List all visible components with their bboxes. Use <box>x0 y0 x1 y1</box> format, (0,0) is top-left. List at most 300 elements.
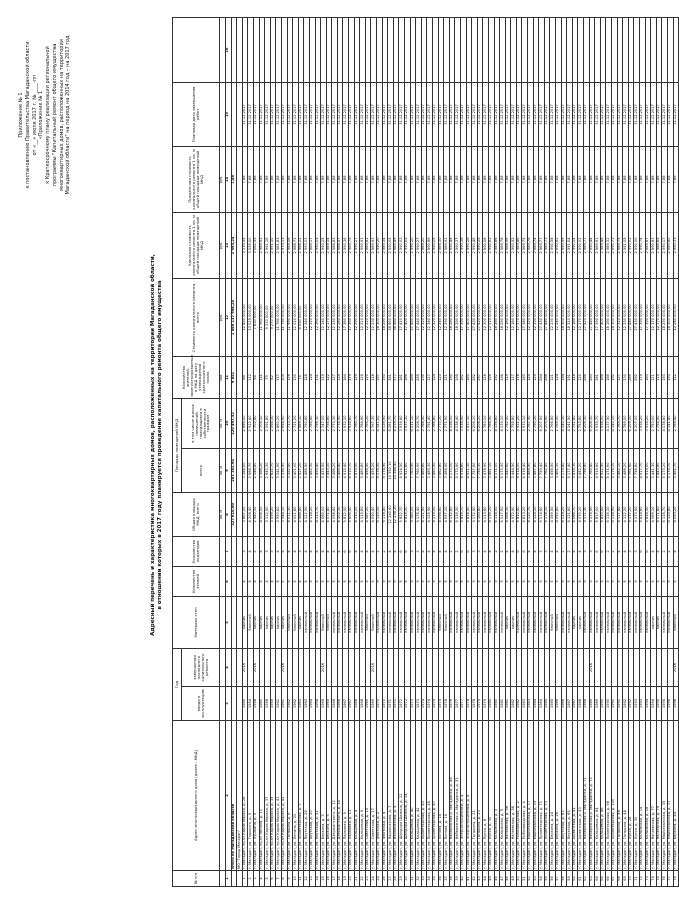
residents-cell: 128 <box>304 356 310 398</box>
address-cell: г. Магадан, ул. Гагарина, д. 21 <box>472 721 478 871</box>
row-number: 31 <box>410 871 416 887</box>
limit-cost-cell: 7,88 <box>595 146 601 212</box>
header-unit-cost: Удельная стоимость капитального ремонта 1 кв. м общей площади помещений МКД <box>173 212 220 278</box>
limit-cost-cell: 7,88 <box>371 146 377 212</box>
address-cell: г. Магадан, ул. Якутская, д. 63 <box>561 721 567 871</box>
entrances-cell: 3 <box>539 536 545 566</box>
floors-cell: 9 <box>606 566 612 596</box>
year-built-cell: 1962 <box>293 687 299 721</box>
address-cell: г. Магадан, ул. Марчеканская, д. 17 <box>528 721 534 871</box>
unit-cost-cell: 2 990,91 <box>360 212 366 278</box>
total-residents: 9 851 <box>231 356 237 398</box>
limit-cost-cell: 7,88 <box>606 146 612 212</box>
year-repair-cell: 2016 <box>321 648 327 686</box>
unit-cost-cell: 2 990,02 <box>578 212 584 278</box>
entrances-cell: 4 <box>259 536 265 566</box>
unit-cost-cell: 2 990,20 <box>377 212 383 278</box>
entrances-cell: 2 <box>382 536 388 566</box>
cost-cell: 18 310 000,00 <box>567 278 573 356</box>
total-area-cell: 4 102,30 <box>337 492 343 536</box>
unit-cost-cell: 2 989,78 <box>500 212 506 278</box>
row-number: 30 <box>405 871 411 887</box>
floors-cell: 9 <box>472 566 478 596</box>
entrances-cell: 3 <box>298 536 304 566</box>
limit-cost-cell: 7,88 <box>584 146 590 212</box>
row-number: 33 <box>421 871 427 887</box>
area-all-cell: 3 464,90 <box>444 448 450 492</box>
residents-cell: 119 <box>321 356 327 398</box>
cost-cell: 17 390 000,00 <box>645 278 651 356</box>
floors-cell: 9 <box>393 566 399 596</box>
area-private-cell: 6 209,90 <box>544 398 550 448</box>
deadline-cell: 31.12.2017 <box>276 82 282 146</box>
unit-cost-cell: 2 988,96 <box>505 212 511 278</box>
year-built-cell: 1965 <box>326 687 332 721</box>
total-area-cell: 4 116,20 <box>488 492 494 536</box>
year-built-cell: 1964 <box>309 687 315 721</box>
unit-cost-cell: 2 988,22 <box>298 212 304 278</box>
entrances-cell: 4 <box>388 536 394 566</box>
residents-cell: 88 <box>242 356 248 398</box>
address-cell: г. Магадан, ул. Парковая, д. 11 <box>349 721 355 871</box>
wall-material-cell: панельный <box>606 596 612 648</box>
year-built-cell: 1986 <box>556 687 562 721</box>
deadline-cell: 31.12.2017 <box>438 82 444 146</box>
deadline-cell: 31.12.2017 <box>455 82 461 146</box>
unit-cost-cell: 2 989,80 <box>667 212 673 278</box>
floors-cell: 5 <box>444 566 450 596</box>
entrances-cell: 3 <box>242 536 248 566</box>
unit-cost-cell: 2 989,48 <box>600 212 606 278</box>
area-all-cell: 7 760,90 <box>416 448 422 492</box>
entrances-cell: 4 <box>276 536 282 566</box>
unit-cost-cell: 2 989,17 <box>309 212 315 278</box>
unit-cost-cell: 2 990,05 <box>388 212 394 278</box>
total-area-cell: 6 115,10 <box>606 492 612 536</box>
column-number: 13 <box>225 212 231 278</box>
cost-cell: 12 360 000,00 <box>315 278 321 356</box>
row-number: 2 <box>248 871 254 887</box>
floors-cell: 5 <box>354 566 360 596</box>
total-area-cell: 5 810,40 <box>516 492 522 536</box>
unit-cost-cell: 2 990,20 <box>410 212 416 278</box>
entrances-cell: 6 <box>522 536 528 566</box>
header-area-group: Площадь помещений МКД <box>173 398 182 492</box>
area-private-cell: 2 771,90 <box>444 398 450 448</box>
entrances-cell: 3 <box>410 536 416 566</box>
residents-cell: 285 <box>416 356 422 398</box>
area-private-cell: 2 786,80 <box>432 398 438 448</box>
residents-cell: 283 <box>589 356 595 398</box>
area-all-cell: 4 919,00 <box>645 448 651 492</box>
entrances-cell: 4 <box>505 536 511 566</box>
address-cell: г. Магадан, ул. Пролетарская, д. 100 <box>611 721 617 871</box>
area-all-cell: 5 176,30 <box>377 448 383 492</box>
wall-material-cell: блочный <box>550 596 556 648</box>
row-number: 52 <box>528 871 534 887</box>
wall-material-cell: блочный <box>248 596 254 648</box>
approval-line: от «__» июля 2017 г. № ____-пп <box>31 74 38 156</box>
total-area-cell: 5 817,00 <box>595 492 601 536</box>
limit-cost-cell: 7,88 <box>567 146 573 212</box>
wall-material-cell: кирпич <box>298 596 304 648</box>
row-number: 13 <box>309 871 315 887</box>
row-number: 66 <box>606 871 612 887</box>
area-private-cell: 3 937,10 <box>466 398 472 448</box>
limit-cost-cell: 7,88 <box>377 146 383 212</box>
cost-cell: 12 310 000,00 <box>360 278 366 356</box>
area-private-cell: 2 780,70 <box>354 398 360 448</box>
year-built-cell: 1972 <box>405 687 411 721</box>
row-number: 36 <box>438 871 444 887</box>
total-area-all: 281 162,94 <box>231 448 237 492</box>
address-cell: г. Магадан, ул. Пролетарская, д. 7 <box>298 721 304 871</box>
floors-cell: 9 <box>611 566 617 596</box>
deadline-cell: 31.12.2017 <box>354 82 360 146</box>
year-built-cell: 1970 <box>377 687 383 721</box>
limit-cost-cell: 7,88 <box>248 146 254 212</box>
wall-material-cell: панельный <box>466 596 472 648</box>
wall-material-cell: панельный <box>516 596 522 648</box>
cost-cell: 27 430 000,00 <box>539 278 545 356</box>
header-year: Год <box>173 648 182 720</box>
unit-cost-cell: 2 989,32 <box>606 212 612 278</box>
entrances-cell: 6 <box>595 536 601 566</box>
total-area-cell: 12 240,60 <box>388 492 394 536</box>
residents-cell: 193 <box>662 356 668 398</box>
area-all-cell: 3 487,80 <box>533 448 539 492</box>
limit-cost-cell: 7,88 <box>544 146 550 212</box>
row-number: 49 <box>511 871 517 887</box>
deadline-cell: 31.12.2017 <box>309 82 315 146</box>
entrances-cell: 2 <box>500 536 506 566</box>
year-built-cell: 1977 <box>460 687 466 721</box>
entrances-cell: 2 <box>611 536 617 566</box>
address-cell: г. Магадан, ул. Энергостроителей, д. 4 <box>460 721 466 871</box>
wall-material-cell: кирпич <box>651 596 657 648</box>
address-cell: г. Магадан, ул. Гагарина, д. 48 <box>623 721 629 871</box>
area-private-cell: 3 932,10 <box>343 398 349 448</box>
total-area-cell: 6 118,90 <box>611 492 617 536</box>
cost-cell: 12 320 000,00 <box>421 278 427 356</box>
cost-cell: 12 300 000,00 <box>483 278 489 356</box>
total-area-cell: 4 066,70 <box>572 492 578 536</box>
floors-cell: 9 <box>410 566 416 596</box>
wall-material-cell: панельный <box>377 596 383 648</box>
area-all-cell: 3 443,60 <box>656 448 662 492</box>
cost-cell: 17 390 000,00 <box>639 278 645 356</box>
total-area-cell: 4 120,70 <box>528 492 534 536</box>
row-number: 16 <box>326 871 332 887</box>
table-row <box>673 17 679 886</box>
unit-cost-cell: 2 990,33 <box>673 212 679 278</box>
floors-cell: 5 <box>617 566 623 596</box>
floors-cell: 5 <box>293 566 299 596</box>
floors-cell: 5 <box>516 566 522 596</box>
year-built-cell: 1961 <box>276 687 282 721</box>
row-number: 29 <box>399 871 405 887</box>
cost-cell: 17 400 000,00 <box>600 278 606 356</box>
unit-cost-cell: 2 990,26 <box>466 212 472 278</box>
total-area-cell: 4 071,40 <box>326 492 332 536</box>
year-repair-cell: 2016 <box>589 648 595 686</box>
unit-cost-cell: 3 095,00 <box>248 212 254 278</box>
row-number: 38 <box>449 871 455 887</box>
residents-cell: 118 <box>572 356 578 398</box>
residents-cell: 288 <box>544 356 550 398</box>
limit-cost-cell: 7,88 <box>309 146 315 212</box>
limit-cost-cell: 7,88 <box>332 146 338 212</box>
address-cell: г. Магадан, ул. Колымская, д. 5 <box>500 721 506 871</box>
area-private-cell: 3 935,20 <box>645 398 651 448</box>
total-area-cell: 6 121,60 <box>567 492 573 536</box>
unit-cost-cell: 2 989,86 <box>494 212 500 278</box>
limit-cost-cell: 7,88 <box>477 146 483 212</box>
area-private-cell: 2 789,00 <box>623 398 629 448</box>
entrances-cell: 2 <box>449 536 455 566</box>
total-area-cell: 9 176,40 <box>416 492 422 536</box>
total-area-cell: 4 069,10 <box>651 492 657 536</box>
deadline-cell: 31.12.2017 <box>253 82 259 146</box>
year-built-cell: 1989 <box>595 687 601 721</box>
column-number: 10 <box>225 398 231 448</box>
area-all-cell: 5 175,10 <box>611 448 617 492</box>
floors-cell: 9 <box>589 566 595 596</box>
limit-cost-cell: 7,88 <box>611 146 617 212</box>
year-repair-cell: 2016 <box>242 648 248 686</box>
address-cell: г. Магадан, ул. Попова, д. 16 <box>444 721 450 871</box>
deadline-cell: 31.12.2017 <box>606 82 612 146</box>
row-number: 27 <box>388 871 394 887</box>
total-area-cell: 5 815,70 <box>460 492 466 536</box>
deadline-cell: 31.12.2017 <box>337 82 343 146</box>
floors-cell: 9 <box>455 566 461 596</box>
year-built-cell: 1979 <box>477 687 483 721</box>
limit-cost-cell: 7,88 <box>405 146 411 212</box>
wall-material-cell: панельный <box>349 596 355 648</box>
total-area-cell: 4 090,40 <box>371 492 377 536</box>
year-built-cell: 1988 <box>584 687 590 721</box>
address-cell: г. Магадан, ул. Гагарина, д. 6 <box>287 721 293 871</box>
total-area-cell: 5 812,00 <box>343 492 349 536</box>
area-all-cell: 4 922,50 <box>600 448 606 492</box>
deadline-cell: 31.12.2017 <box>304 82 310 146</box>
residents-cell: 121 <box>651 356 657 398</box>
area-all-cell: 2 148,80 <box>253 448 259 492</box>
unit-cell: чел. <box>220 356 226 398</box>
wall-material-cell: панельный <box>522 596 528 648</box>
limit-cost-cell: 7,88 <box>528 146 534 212</box>
floors-cell: 5 <box>337 566 343 596</box>
wall-material-cell: панельный <box>432 596 438 648</box>
year-built-cell: 1983 <box>528 687 534 721</box>
cost-cell: 27 440 000,00 <box>628 278 634 356</box>
row-number: 34 <box>427 871 433 887</box>
total-area-cell: 6 114,00 <box>494 492 500 536</box>
area-private-cell: 8 278,70 <box>393 398 399 448</box>
unit-cost-cell: 2 990,05 <box>432 212 438 278</box>
residents-cell: 109 <box>281 356 287 398</box>
wall-material-cell: панельный <box>405 596 411 648</box>
residents-cell: 285 <box>628 356 634 398</box>
wall-material-cell: панельный <box>528 596 534 648</box>
total-area-cell: 6 118,40 <box>382 492 388 536</box>
entrances-cell: 6 <box>466 536 472 566</box>
area-private-cell: 2 790,60 <box>304 398 310 448</box>
unit-cost-cell: 2 990,58 <box>550 212 556 278</box>
cost-cell: 12 240 000,00 <box>673 278 679 356</box>
entrances-cell: 4 <box>393 536 399 566</box>
total-area-cell: 5 813,20 <box>522 492 528 536</box>
residents-cell: 129 <box>354 356 360 398</box>
deadline-cell: 31.12.2017 <box>248 82 254 146</box>
year-built-cell: 1985 <box>550 687 556 721</box>
row-number: 64 <box>595 871 601 887</box>
limit-cost-cell: 7,88 <box>298 146 304 212</box>
limit-cost-cell: 7,88 <box>511 146 517 212</box>
total-area-cell: 9 171,30 <box>584 492 590 536</box>
cost-cell: 11 960 000,00 <box>259 278 265 356</box>
row-number: 21 <box>354 871 360 887</box>
cost-cell: 12 250 000,00 <box>444 278 450 356</box>
area-all-cell: 3 444,50 <box>511 448 517 492</box>
entrances-cell: 4 <box>371 536 377 566</box>
unit-cost-cell: 2 990,25 <box>477 212 483 278</box>
floors-cell: 5 <box>399 566 405 596</box>
deadline-cell: 31.12.2017 <box>466 82 472 146</box>
unit-cost-cell: 2 989,74 <box>533 212 539 278</box>
wall-material-cell: кирпич <box>253 596 259 648</box>
residents-cell: 125 <box>528 356 534 398</box>
area-private-cell: 2 721,20 <box>293 398 299 448</box>
area-all-cell: 3 566,70 <box>248 448 254 492</box>
total-area-cell: 5 822,70 <box>399 492 405 536</box>
residents-cell: 194 <box>561 356 567 398</box>
area-all-cell: 4 914,00 <box>516 448 522 492</box>
address-cell: г. Магадан, ул. Кольцевая, д. 66 <box>600 721 606 871</box>
cost-cell: 12 310 000,00 <box>309 278 315 356</box>
year-built-cell: 1987 <box>572 687 578 721</box>
residents-cell: 185 <box>600 356 606 398</box>
area-all-cell: 3 461,30 <box>556 448 562 492</box>
cost-cell: 18 300 000,00 <box>377 278 383 356</box>
deadline-cell: 31.12.2017 <box>600 82 606 146</box>
total-area-cell: 6 112,80 <box>449 492 455 536</box>
limit-cost-cell: 7,88 <box>293 146 299 212</box>
floors-cell: 5 <box>600 566 606 596</box>
area-all-cell: 3 486,20 <box>623 448 629 492</box>
cost-cell: 11 750 000,00 <box>281 278 287 356</box>
unit-cost-cell: 2 990,86 <box>427 212 433 278</box>
area-all-cell: 10 352,10 <box>388 448 394 492</box>
floors-cell: 5 <box>371 566 377 596</box>
residents-cell: 289 <box>410 356 416 398</box>
cost-cell: 17 410 000,00 <box>399 278 405 356</box>
floors-cell: 5 <box>623 566 629 596</box>
area-all-cell: 3 388,20 <box>259 448 265 492</box>
residents-cell: 125 <box>337 356 343 398</box>
area-all-cell: 3 440,60 <box>505 448 511 492</box>
wall-material-cell: панельный <box>662 596 668 648</box>
cost-cell: 17 360 000,00 <box>349 278 355 356</box>
entrances-cell: 4 <box>248 536 254 566</box>
deadline-cell: 31.12.2017 <box>444 82 450 146</box>
total-area-cell: 9 174,60 <box>539 492 545 536</box>
residents-cell: 184 <box>343 356 349 398</box>
address-cell: г. Магадан, ул. Наровчатова, д. 7 <box>388 721 394 871</box>
unit-cell: руб. <box>220 212 226 278</box>
deadline-cell: 31.12.2017 <box>483 82 489 146</box>
area-private-cell: 4 140,10 <box>611 398 617 448</box>
total-area-cell: 6 117,50 <box>500 492 506 536</box>
entrances-cell: 4 <box>332 536 338 566</box>
area-private-cell: 2 767,30 <box>371 398 377 448</box>
total-area-cell: 9 175,90 <box>589 492 595 536</box>
entrances-cell: 3 <box>416 536 422 566</box>
header-address: Адрес многоквартирного дома (далее - МКД) <box>173 721 220 871</box>
area-all-cell: 5 173,20 <box>662 448 668 492</box>
area-private-cell: 2 784,60 <box>360 398 366 448</box>
area-all-cell: 3 459,20 <box>371 448 377 492</box>
unit-cost-cell: 2 989,92 <box>444 212 450 278</box>
approval-block <box>18 15 72 215</box>
unit-cost-cell: 2 990,05 <box>315 212 321 278</box>
header-floors: Количество этажей <box>173 566 220 596</box>
unit-cost-cell: 2 990,62 <box>556 212 562 278</box>
floors-cell: 5 <box>651 566 657 596</box>
wall-material-cell: панельный <box>500 596 506 648</box>
area-all-cell: 7 763,90 <box>410 448 416 492</box>
address-cell: г. Магадан, ул. Лукса, д. 8 <box>483 721 489 871</box>
deadline-cell: 31.12.2017 <box>382 82 388 146</box>
floors-cell: 9 <box>494 566 500 596</box>
residents-cell: 181 <box>399 356 405 398</box>
entrances-cell: 2 <box>662 536 668 566</box>
floors-cell: 9 <box>449 566 455 596</box>
address-cell: г. Магадан, ул. Лукса, д. 10 <box>488 721 494 871</box>
area-private-cell: 3 938,00 <box>600 398 606 448</box>
unit-cost-cell: 2 989,34 <box>382 212 388 278</box>
total-area-cell: 9 173,90 <box>634 492 640 536</box>
area-private-cell: 2 064,30 <box>270 398 276 448</box>
floors-cell: 5 <box>595 566 601 596</box>
residents-cell: 119 <box>505 356 511 398</box>
area-all-cell: 3 480,80 <box>360 448 366 492</box>
year-built-cell: 1975 <box>432 687 438 721</box>
limit-cost-cell: 7,88 <box>438 146 444 212</box>
address-cell: г. Магадан, ул. Берзина, д. 24 <box>550 721 556 871</box>
row-number: 47 <box>500 871 506 887</box>
total-limit-cost: 7,88 <box>231 146 237 212</box>
entrances-cell: 2 <box>567 536 573 566</box>
floors-cell: 5 <box>281 566 287 596</box>
deadline-cell: 31.12.2017 <box>449 82 455 146</box>
area-private-cell: 4 141,00 <box>377 398 383 448</box>
address-cell: г. Магадан, ул. Арманская, д. 41 <box>572 721 578 871</box>
subtotal-label: МО "Город Магадан" <box>237 721 243 871</box>
cost-cell: 12 320 000,00 <box>432 278 438 356</box>
wall-material-cell: блочный <box>556 596 562 648</box>
deadline-cell: 31.12.2017 <box>595 82 601 146</box>
area-private-cell: 2 751,40 <box>572 398 578 448</box>
year-built-cell: 1958 <box>265 687 271 721</box>
deadline-cell: 31.12.2017 <box>427 82 433 146</box>
residents-cell: 124 <box>309 356 315 398</box>
entrances-cell: 3 <box>544 536 550 566</box>
year-repair-cell: 2016 <box>253 648 259 686</box>
deadline-cell: 31.12.2017 <box>628 82 634 146</box>
year-built-cell: 1962 <box>287 687 293 721</box>
